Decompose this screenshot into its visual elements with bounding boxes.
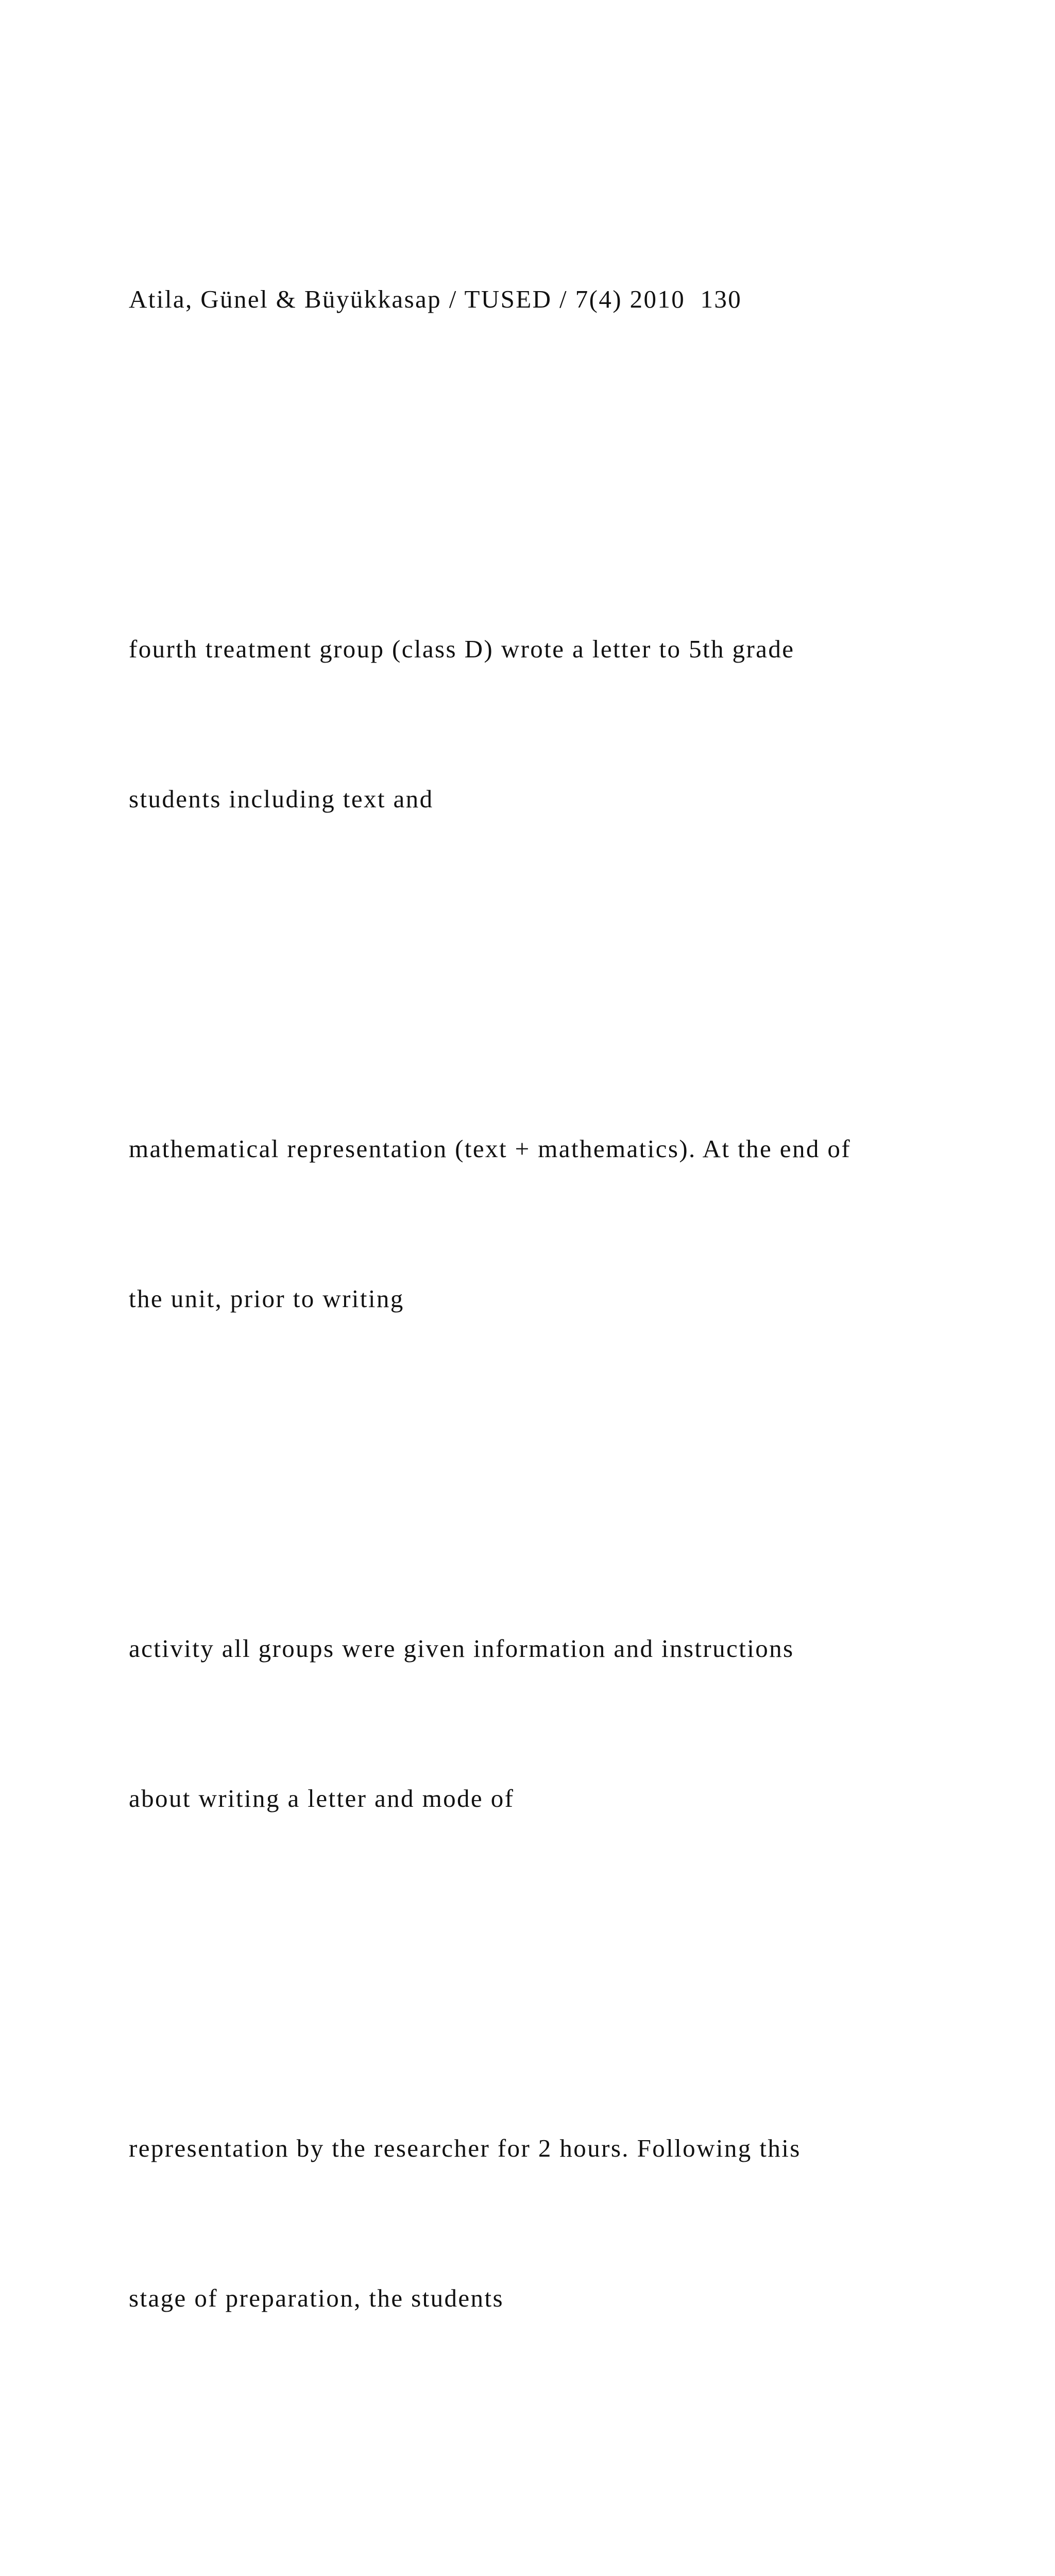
text-line: fourth treatment group (class D) wrote a letter to 5th grade — [129, 635, 795, 663]
spacer — [129, 924, 979, 974]
text-line: stage of preparation, the students — [129, 2284, 504, 2312]
spacer — [129, 2423, 979, 2473]
spacer — [129, 1923, 979, 1973]
text-line: students including text and — [129, 785, 434, 813]
text-line: activity all groups were given information and instructions — [129, 1634, 794, 1663]
text-line: representation by the researcher for 2 hours. Following this — [129, 2134, 801, 2162]
text-line: mathematical representation (text + mathematics). At the end of — [129, 1134, 852, 1163]
text-line: about writing a letter and mode of — [129, 1784, 515, 1812]
text-line: the unit, prior to writing — [129, 1284, 404, 1313]
document-text — [129, 174, 979, 2576]
running-header: Atila, Günel & Büyükkasap / TUSED / 7(4) 2010 130 — [129, 285, 742, 313]
spacer — [129, 1423, 979, 1473]
spacer — [129, 424, 979, 474]
